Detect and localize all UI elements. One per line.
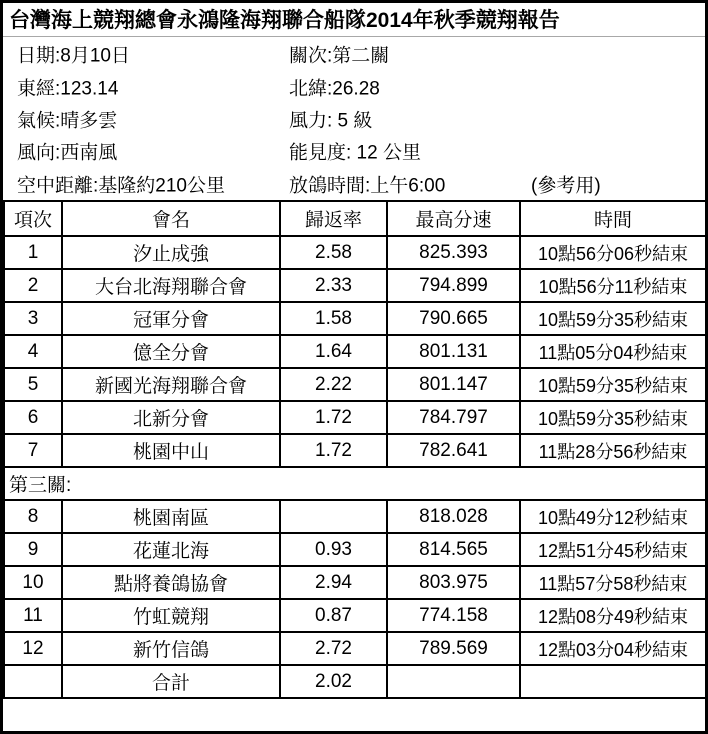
cell-return-rate: 1.58 — [280, 302, 387, 335]
info-left-item: 東經:123.14 — [17, 78, 119, 100]
cell-club-name: 桃園南區 — [62, 500, 280, 533]
cell-top-speed: 774.158 — [387, 599, 520, 632]
info-right-item: 關次:第二關 — [289, 45, 390, 67]
report-table — [3, 200, 707, 699]
cell-time: 10點56分06秒結束 — [520, 236, 706, 269]
cell-time: 11點57分58秒結束 — [520, 566, 706, 599]
cell-club-name: 汐止成強 — [62, 236, 280, 269]
info-right-item: 放鴿時間:上午6:00 — [289, 175, 446, 197]
cell-index — [4, 665, 62, 698]
cell-top-speed: 801.131 — [387, 335, 520, 368]
cell-return-rate: 2.33 — [280, 269, 387, 302]
cell-index: 7 — [4, 434, 62, 467]
info-row — [3, 70, 705, 102]
cell-return-rate: 1.72 — [280, 401, 387, 434]
cell-club-name: 桃園中山 — [62, 434, 280, 467]
cell-club-name: 大台北海翔聯合會 — [62, 269, 280, 302]
cell-time: 12點08分49秒結束 — [520, 599, 706, 632]
table-row — [4, 368, 706, 401]
cell-index: 10 — [4, 566, 62, 599]
cell-index: 8 — [4, 500, 62, 533]
section-row — [4, 467, 706, 500]
cell-top-speed: 794.899 — [387, 269, 520, 302]
reference-note: (參考用) — [531, 175, 601, 197]
cell-time: 12點51分45秒結束 — [520, 533, 706, 566]
table-row — [4, 335, 706, 368]
cell-return-rate: 2.22 — [280, 368, 387, 401]
cell-return-rate: 2.02 — [280, 665, 387, 698]
info-left-item: 空中距離:基隆約210公里 — [17, 175, 225, 197]
table-row — [4, 236, 706, 269]
info-left-item: 風向:西南風 — [17, 142, 118, 164]
cell-top-speed: 814.565 — [387, 533, 520, 566]
cell-top-speed: 789.569 — [387, 632, 520, 665]
table-row — [4, 401, 706, 434]
table-row — [4, 302, 706, 335]
cell-return-rate: 1.72 — [280, 434, 387, 467]
cell-index: 2 — [4, 269, 62, 302]
cell-top-speed — [387, 665, 520, 698]
cell-index: 3 — [4, 302, 62, 335]
info-left-item: 日期:8月10日 — [17, 45, 130, 67]
total-row — [4, 665, 706, 698]
cell-time: 10點59分35秒結束 — [520, 302, 706, 335]
cell-time: 10點59分35秒結束 — [520, 401, 706, 434]
cell-index: 5 — [4, 368, 62, 401]
cell-index: 9 — [4, 533, 62, 566]
table-row — [4, 632, 706, 665]
cell-return-rate: 2.94 — [280, 566, 387, 599]
cell-club-name: 竹虹競翔 — [62, 599, 280, 632]
cell-time: 10點59分35秒結束 — [520, 368, 706, 401]
cell-club-name: 北新分會 — [62, 401, 280, 434]
cell-top-speed: 801.147 — [387, 368, 520, 401]
cell-club-name: 花蓮北海 — [62, 533, 280, 566]
info-row — [3, 38, 705, 70]
cell-index: 6 — [4, 401, 62, 434]
cell-return-rate: 0.87 — [280, 599, 387, 632]
column-header-index: 項次 — [4, 201, 62, 236]
report-title: 台灣海上競翔總會永鴻隆海翔聯合船隊2014年秋季競翔報告 — [3, 3, 705, 37]
table-row — [4, 566, 706, 599]
info-row — [3, 168, 705, 200]
info-right-item: 北緯:26.28 — [289, 78, 380, 100]
cell-club-name: 新竹信鴿 — [62, 632, 280, 665]
table-row — [4, 599, 706, 632]
cell-time — [520, 665, 706, 698]
cell-top-speed: 818.028 — [387, 500, 520, 533]
info-right-item: 風力: 5 級 — [289, 110, 373, 132]
cell-return-rate: 1.64 — [280, 335, 387, 368]
info-right-item: 能見度: 12 公里 — [289, 142, 421, 164]
cell-return-rate: 2.72 — [280, 632, 387, 665]
cell-time: 11點28分56秒結束 — [520, 434, 706, 467]
column-header-club-name: 會名 — [62, 201, 280, 236]
column-header-time: 時間 — [520, 201, 706, 236]
cell-top-speed: 803.975 — [387, 566, 520, 599]
cell-top-speed: 782.641 — [387, 434, 520, 467]
header-row — [4, 201, 706, 236]
info-row — [3, 135, 705, 167]
cell-time: 10點56分11秒結束 — [520, 269, 706, 302]
cell-club-name: 億全分會 — [62, 335, 280, 368]
cell-top-speed: 790.665 — [387, 302, 520, 335]
table-row — [4, 269, 706, 302]
info-row — [3, 103, 705, 135]
info-left-item: 氣候:晴多雲 — [17, 110, 118, 132]
total-label: 合計 — [62, 665, 280, 698]
cell-club-name: 新國光海翔聯合會 — [62, 368, 280, 401]
cell-return-rate: 0.93 — [280, 533, 387, 566]
cell-return-rate — [280, 500, 387, 533]
cell-top-speed: 784.797 — [387, 401, 520, 434]
column-header-return-rate: 歸返率 — [280, 201, 387, 236]
info-section — [3, 37, 705, 200]
column-header-top-speed: 最高分速 — [387, 201, 520, 236]
cell-time: 11點05分04秒結束 — [520, 335, 706, 368]
cell-club-name: 冠軍分會 — [62, 302, 280, 335]
table-row — [4, 434, 706, 467]
table-row — [4, 500, 706, 533]
cell-index: 1 — [4, 236, 62, 269]
cell-club-name: 點將養鴿協會 — [62, 566, 280, 599]
cell-top-speed: 825.393 — [387, 236, 520, 269]
cell-time: 10點49分12秒結束 — [520, 500, 706, 533]
cell-return-rate: 2.58 — [280, 236, 387, 269]
cell-time: 12點03分04秒結束 — [520, 632, 706, 665]
table-row — [4, 533, 706, 566]
cell-index: 4 — [4, 335, 62, 368]
cell-index: 12 — [4, 632, 62, 665]
section-label: 第三關: — [4, 467, 706, 500]
cell-index: 11 — [4, 599, 62, 632]
